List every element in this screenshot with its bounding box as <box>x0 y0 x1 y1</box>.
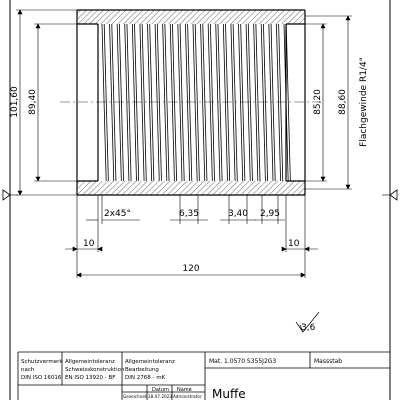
thread-line <box>155 24 159 181</box>
thread-line <box>218 24 222 181</box>
thread-line <box>102 24 106 181</box>
tolerance-welded-line-1: Allgemeintoleranz <box>65 359 115 365</box>
protection-line-3: DIN ISO 16016 <box>21 375 62 381</box>
thread-line <box>276 24 280 181</box>
sleeve-section-view <box>60 10 320 195</box>
protection-line-1: Schutzvermerk <box>21 359 63 365</box>
tolerance-machining-line-3: DIN 2768 - mK <box>125 375 166 381</box>
thread-line <box>135 24 139 181</box>
thread-line <box>185 24 189 181</box>
inner-diameter-label: 89,40 <box>28 89 38 115</box>
date-header: Datum <box>152 387 169 393</box>
thread-line <box>223 24 227 181</box>
thread-line <box>254 24 258 181</box>
name-header: Name <box>177 387 192 393</box>
thread-line <box>163 24 167 181</box>
thread-line <box>208 24 212 181</box>
thread-line <box>193 24 197 181</box>
drawn-by: Administrator <box>173 394 202 399</box>
thread-line <box>241 24 245 181</box>
thread-diameter-label: 88,60 <box>338 89 348 115</box>
tolerance-machining-line-2: Bearbeitung <box>125 367 159 373</box>
thread-line <box>201 24 205 181</box>
part-name: Muffe <box>212 387 246 400</box>
thread-line <box>261 24 265 181</box>
thread-line <box>119 24 123 181</box>
tolerance-welded-line-3: EN ISO 13920 - BF <box>65 375 116 381</box>
material-label: Mat. 1.0570 S355J2G3 <box>209 358 277 365</box>
bottom-wall-hatch <box>77 181 305 195</box>
thread-line <box>112 24 116 181</box>
tolerance-welded-line-2: Schweisskonstruktion <box>65 367 125 373</box>
thread-line <box>180 24 184 181</box>
thread-line <box>239 24 243 181</box>
thread-line <box>165 24 169 181</box>
bore-diameter-label: 85,20 <box>313 89 323 115</box>
thread-line <box>150 24 154 181</box>
thread-line <box>233 24 237 181</box>
thread-line <box>140 24 144 181</box>
total-length-label: 120 <box>182 264 200 274</box>
thread-line <box>170 24 174 181</box>
thread-line <box>117 24 121 181</box>
thread-line <box>279 24 283 181</box>
thread-line <box>148 24 152 181</box>
thread-line <box>269 24 273 181</box>
scale-label: Massstab <box>314 358 343 365</box>
flank-1-label: 3,40 <box>227 209 249 219</box>
thread-line <box>216 24 220 181</box>
tolerance-machining-line-1: Allgemeintoleranz <box>125 359 175 365</box>
drawn-label: Gezeichnet <box>123 394 147 399</box>
sheet-frame <box>3 0 397 400</box>
thread-line <box>195 24 199 181</box>
thread-line <box>142 24 146 181</box>
thread-line <box>203 24 207 181</box>
thread-lines <box>102 24 290 181</box>
thread-line <box>210 24 214 181</box>
left-vertical-dimensions <box>16 10 77 195</box>
outer-diameter-label: 101,60 <box>10 86 20 118</box>
pitch-label: 6,35 <box>178 209 200 219</box>
drawing-date: 28.07.2023 <box>148 394 172 399</box>
thread-line <box>188 24 192 181</box>
thread-line <box>256 24 260 181</box>
thread-line <box>104 24 108 181</box>
right-offset-label: 10 <box>288 239 300 249</box>
thread-line <box>127 24 131 181</box>
thread-line <box>231 24 235 181</box>
protection-line-2: nach <box>21 367 35 373</box>
thread-line <box>178 24 182 181</box>
thread-line <box>226 24 230 181</box>
flank-2-label: 2,95 <box>259 209 281 219</box>
thread-type-label: Flachgewinde R1/4" <box>359 57 369 147</box>
thread-line <box>248 24 252 181</box>
thread-line <box>110 24 114 181</box>
thread-line <box>246 24 250 181</box>
thread-line <box>157 24 161 181</box>
thread-line <box>132 24 136 181</box>
thread-line <box>286 24 290 181</box>
thread-line <box>263 24 267 181</box>
left-offset-label: 10 <box>83 239 95 249</box>
top-wall-hatch <box>77 10 305 24</box>
thread-line <box>125 24 129 181</box>
chamfer-label: 2x45° <box>104 209 132 219</box>
surface-roughness-label: 3,6 <box>301 323 316 333</box>
thread-line <box>172 24 176 181</box>
thread-line <box>271 24 275 181</box>
